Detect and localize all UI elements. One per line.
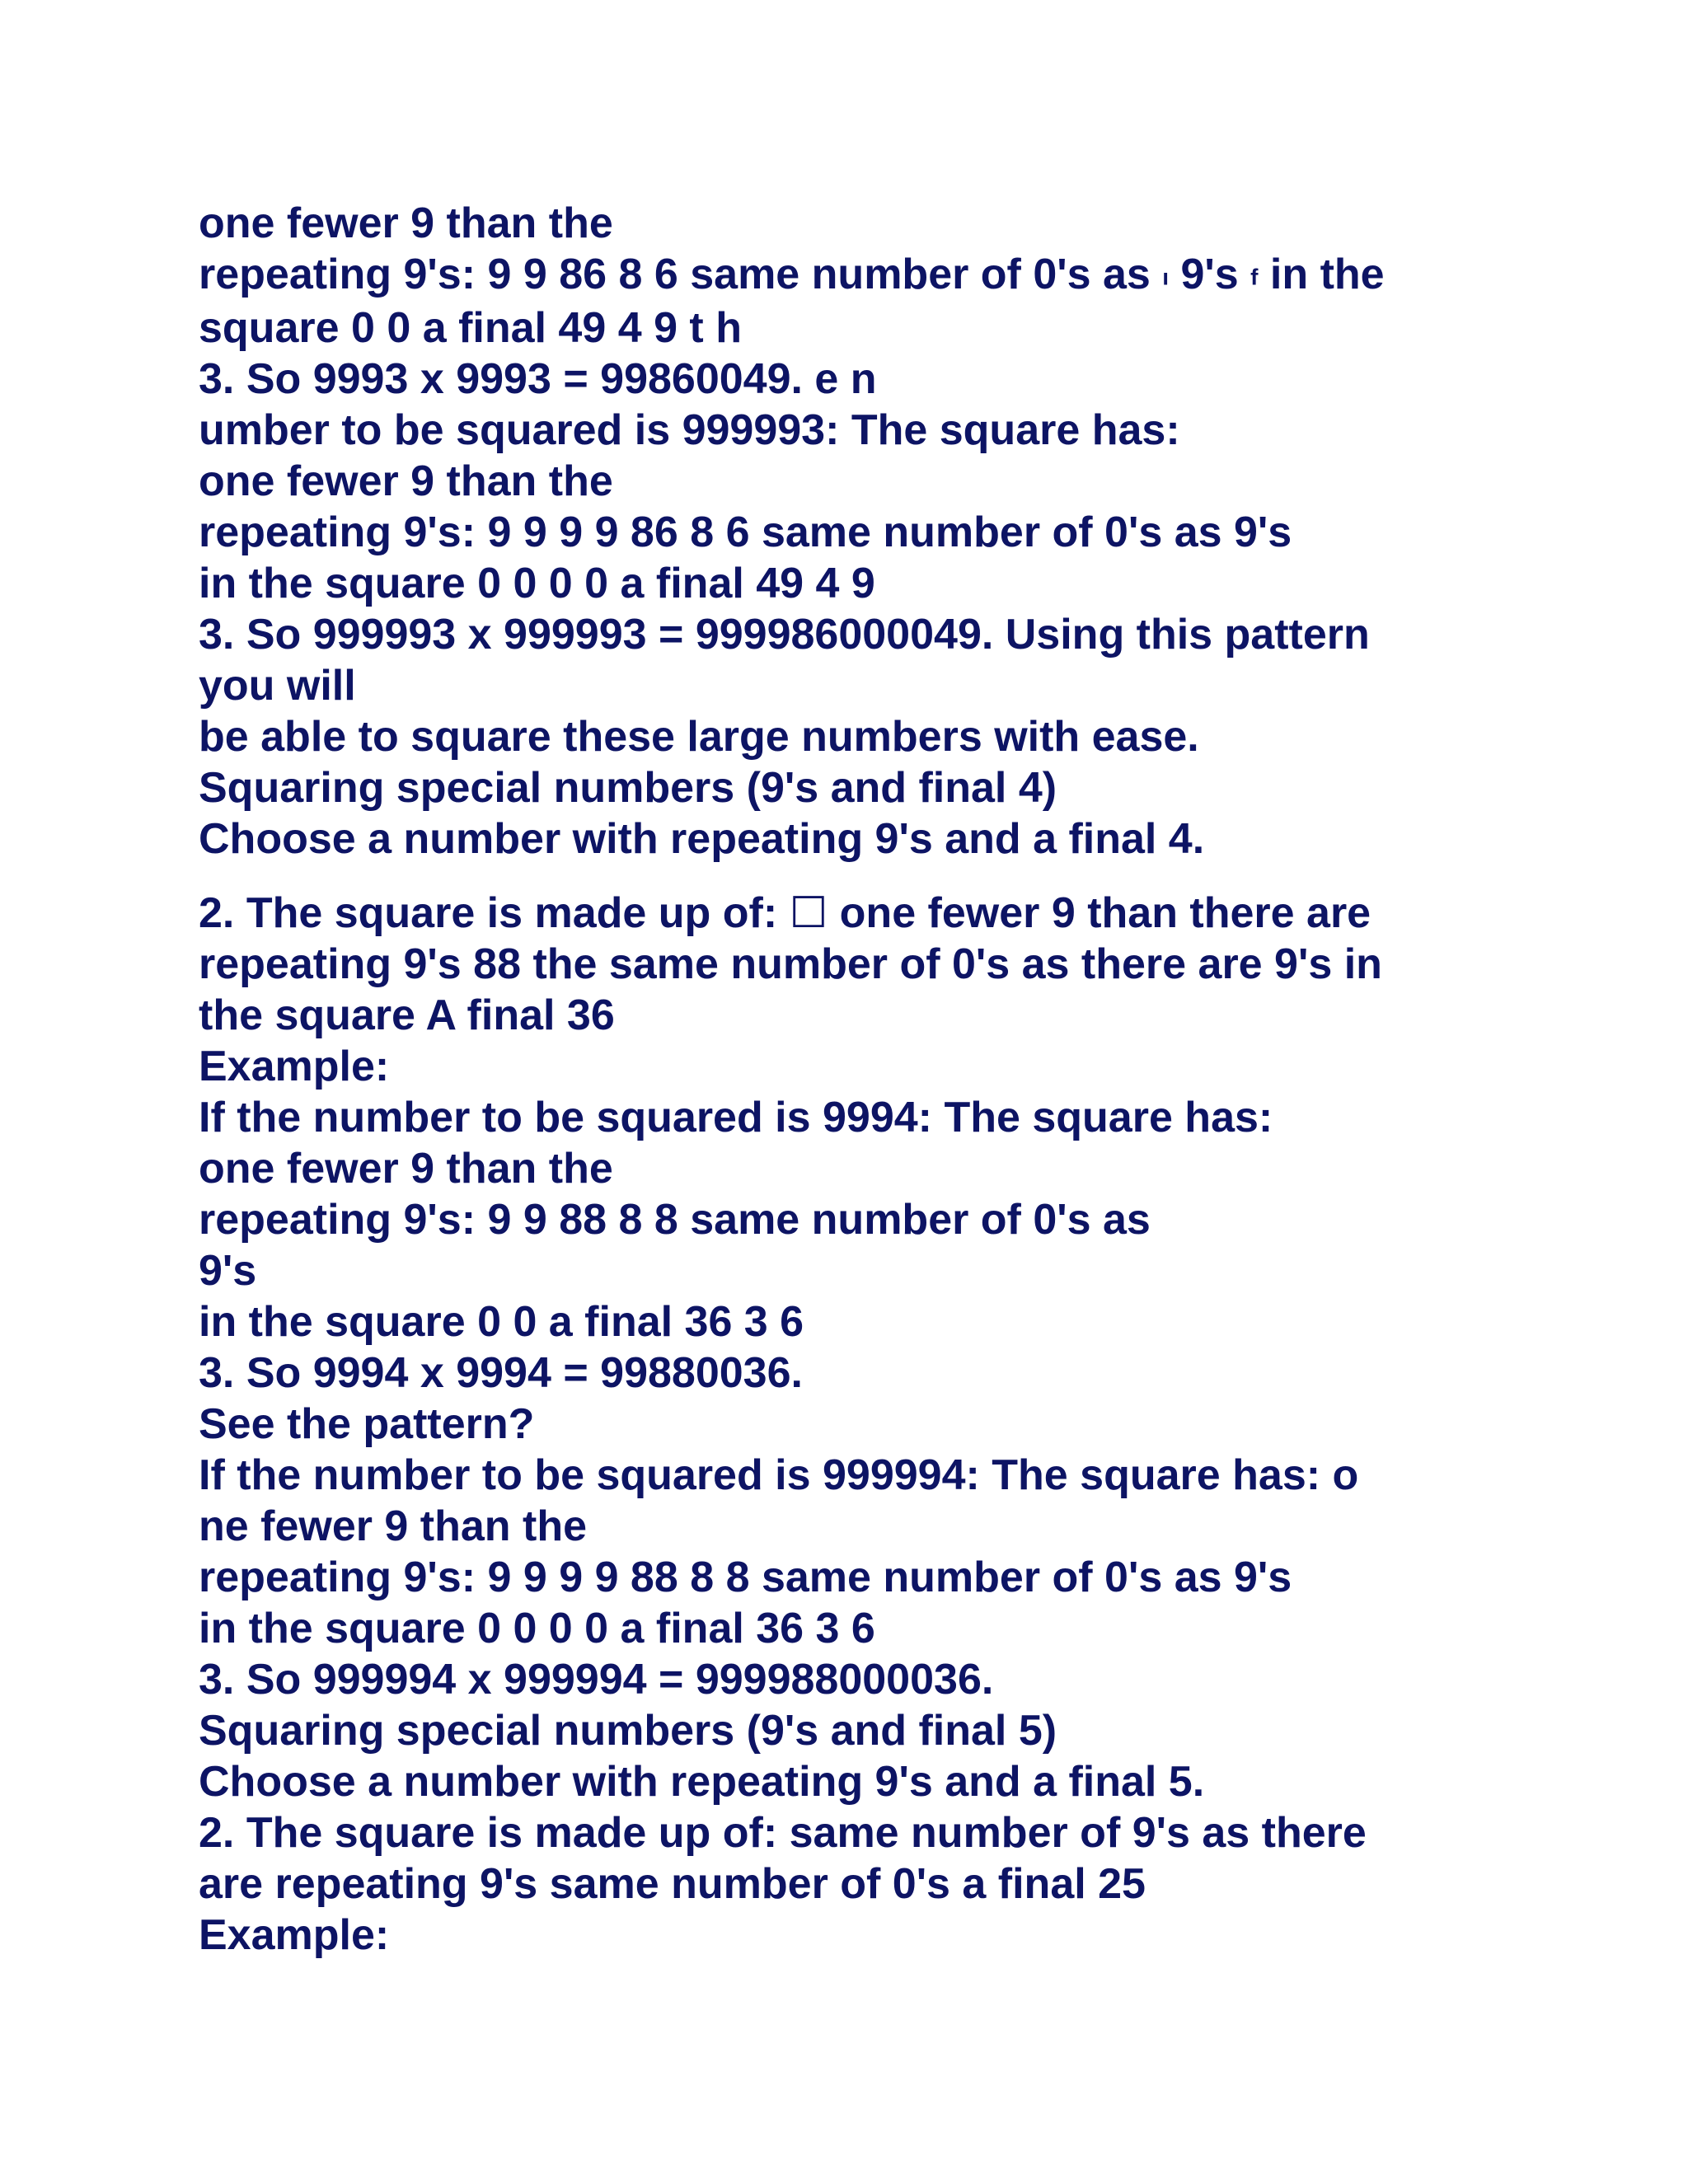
document-page — [199, 198, 1534, 1961]
text-line: square 0 0 a final 49 4 9 t h — [199, 304, 742, 353]
text-line: in the square 0 0 a final 36 3 6 — [199, 1298, 804, 1347]
text-line: 3. So 9993 x 9993 = 99860049. e n — [199, 355, 877, 404]
text-line: Example: — [199, 1043, 390, 1091]
section-heading: Squaring special numbers (9's and final 5) — [199, 1707, 1057, 1755]
text-line: If the number to be squared is 999994: The square has: o — [199, 1451, 1359, 1500]
text-line: 3. So 999993 x 999993 = 999986000049. Using this pattern — [199, 611, 1370, 659]
stray-mark: f — [1250, 264, 1259, 290]
text-line: 3. So 9994 x 9994 = 99880036. — [199, 1349, 803, 1398]
text-line: 3. So 999994 x 999994 = 999988000036. — [199, 1656, 994, 1704]
text-line: one fewer 9 than the — [199, 1145, 613, 1193]
text-line: ne fewer 9 than the — [199, 1502, 587, 1551]
text-line: 9's — [199, 1247, 257, 1296]
text-line: in the square 0 0 0 0 a final 49 4 9 — [199, 560, 875, 608]
text-line: in the square 0 0 0 0 a final 36 3 6 — [199, 1605, 875, 1653]
stray-mark: ı — [1162, 264, 1170, 290]
text-line: Choose a number with repeating 9's and a final 5. — [199, 1758, 1205, 1807]
text-line: repeating 9's 88 the same number of 0's as there are 9's in — [199, 940, 1382, 989]
text-line: See the pattern? — [199, 1400, 535, 1449]
text-line: the square A final 36 — [199, 991, 615, 1040]
text-segment: 9's — [1169, 251, 1251, 298]
text-segment: repeating 9's: 9 9 86 8 6 same number of 0's as — [199, 251, 1163, 298]
text-line: If the number to be squared is 9994: The square has: — [199, 1094, 1273, 1142]
text-line: are repeating 9's same number of 0's a final 25 — [199, 1860, 1146, 1909]
text-line: one fewer 9 than the — [199, 457, 613, 506]
text-segment: in the — [1258, 251, 1385, 298]
text-line: Example: — [199, 1911, 390, 1960]
text-line: Choose a number with repeating 9's and a final 4. — [199, 815, 1205, 864]
section-heading: Squaring special numbers (9's and final 4) — [199, 764, 1057, 813]
text-line: repeating 9's: 9 9 88 8 8 same number of 0's as — [199, 1196, 1151, 1244]
text-line: repeating 9's: 9 9 9 9 86 8 6 same number of 0's as 9's — [199, 509, 1292, 557]
text-line: one fewer 9 than the — [199, 199, 613, 247]
text-line: 2. The square is made up of: same number of 9's as there — [199, 1809, 1367, 1858]
text-line: you will — [199, 662, 356, 710]
text-line: repeating 9's: 9 9 9 9 88 8 8 same number of 0's as 9's — [199, 1554, 1292, 1602]
text-line: be able to square these large numbers with ease. — [199, 713, 1199, 762]
text-line — [199, 249, 1534, 302]
text-line: 2. The square is made up of: ☐ one fewer 9 than there are — [199, 889, 1372, 938]
text-line: umber to be squared is 999993: The square has: — [199, 406, 1180, 455]
